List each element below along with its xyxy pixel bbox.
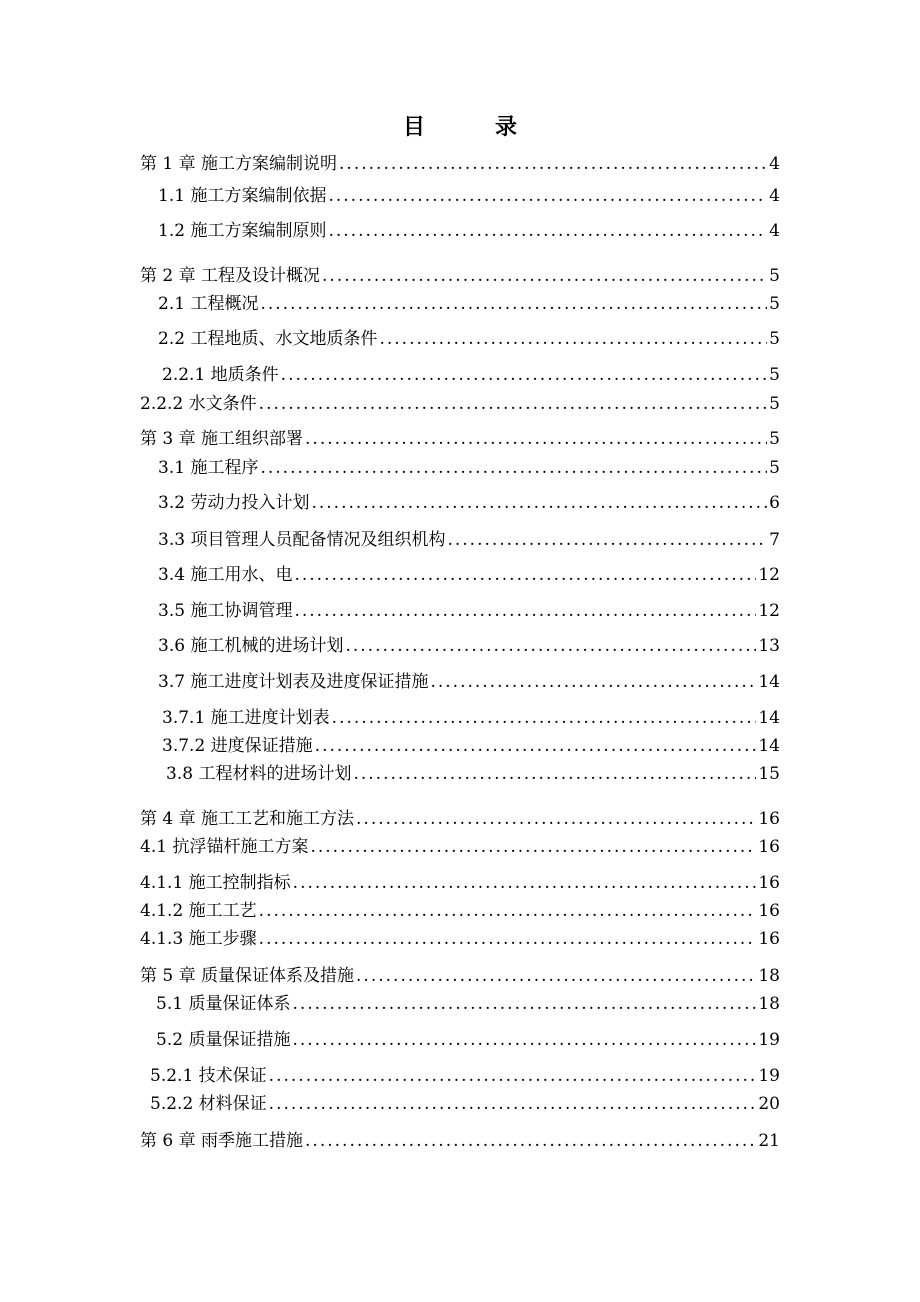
title-char-2: 录: [495, 114, 518, 140]
toc-page-number: 6: [769, 493, 780, 513]
toc-entry-text: 第 2 章 工程及设计概况: [140, 266, 321, 286]
toc-leader-dots: [292, 992, 756, 1016]
toc-entry-1-1[interactable]: [0, 184, 780, 208]
toc-page-number: 16: [758, 901, 780, 921]
toc-entry-5-2-1[interactable]: [0, 1064, 780, 1088]
toc-entry-3-1[interactable]: [0, 456, 780, 480]
toc-leader-dots: [311, 491, 767, 515]
toc-entry-chapter-6[interactable]: [0, 1129, 780, 1153]
toc-entry-4-1-3[interactable]: [0, 927, 780, 951]
toc-leader-dots: [259, 899, 757, 923]
toc-entry-3-3[interactable]: [0, 528, 780, 552]
toc-entry-3-6[interactable]: [0, 634, 780, 658]
toc-entry-text: 5.2 质量保证措施: [156, 1030, 291, 1050]
toc-page-number: 18: [758, 966, 780, 986]
toc-leader-dots: [430, 670, 756, 694]
toc-entry-5-2[interactable]: [0, 1028, 780, 1052]
toc-leader-dots: [260, 292, 767, 316]
toc-leader-dots: [328, 219, 767, 243]
toc-leader-dots: [259, 927, 757, 951]
toc-page-number: 12: [758, 565, 780, 585]
toc-entry-1-2[interactable]: [0, 219, 780, 243]
toc-entry-text: 4.1.3 施工步骤: [140, 929, 257, 949]
toc-leader-dots: [339, 152, 767, 176]
toc-entry-5-2-2[interactable]: [0, 1092, 780, 1116]
toc-entry-text: 3.1 施工程序: [158, 458, 259, 478]
toc-entry-text: 2.1 工程概况: [158, 294, 259, 314]
toc-entry-text: 4.1 抗浮锚杆施工方案: [140, 837, 309, 857]
toc-leader-dots: [356, 807, 756, 831]
toc-entry-text: 3.3 项目管理人员配备情况及组织机构: [158, 530, 446, 550]
toc-entry-text: 5.2.2 材料保证: [150, 1094, 267, 1114]
toc-leader-dots: [269, 1092, 757, 1116]
toc-title: [0, 112, 920, 142]
toc-entry-2-1[interactable]: [0, 292, 780, 316]
toc-leader-dots: [305, 1129, 756, 1153]
toc-page-number: 13: [758, 636, 780, 656]
toc-entry-text: 第 1 章 施工方案编制说明: [140, 154, 338, 174]
toc-entry-text: 3.6 施工机械的进场计划: [158, 636, 344, 656]
toc-entry-text: 4.1.2 施工工艺: [140, 901, 257, 921]
toc-leader-dots: [447, 528, 767, 552]
toc-page-number: 5: [769, 394, 780, 414]
toc-entry-2-2-2[interactable]: [0, 392, 780, 416]
toc-leader-dots: [328, 184, 767, 208]
toc-entry-text: 5.2.1 技术保证: [150, 1066, 267, 1086]
toc-entry-text: 3.5 施工协调管理: [158, 601, 293, 621]
toc-page-number: 5: [769, 458, 780, 478]
toc-entry-text: 4.1.1 施工控制指标: [140, 873, 291, 893]
toc-entry-text: 1.2 施工方案编制原则: [158, 221, 327, 241]
toc-leader-dots: [281, 363, 768, 387]
toc-page-number: 16: [758, 873, 780, 893]
toc-page-number: 18: [758, 994, 780, 1014]
toc-entry-3-8[interactable]: [0, 762, 780, 786]
toc-leader-dots: [292, 1028, 756, 1052]
toc-entry-text: 第 6 章 雨季施工措施: [140, 1131, 304, 1151]
toc-entry-text: 3.7.1 施工进度计划表: [162, 708, 330, 728]
toc-page-number: 4: [769, 186, 780, 206]
toc-leader-dots: [269, 1064, 757, 1088]
toc-leader-dots: [332, 706, 757, 730]
toc-page-number: 5: [769, 266, 780, 286]
toc-entry-text: 3.2 劳动力投入计划: [158, 493, 310, 513]
toc-entry-chapter-5[interactable]: [0, 964, 780, 988]
toc-entry-3-5[interactable]: [0, 599, 780, 623]
toc-page-number: 19: [758, 1066, 780, 1086]
toc-entry-3-7-2[interactable]: [0, 734, 780, 758]
toc-entry-2-2-1[interactable]: [0, 363, 780, 387]
toc-entry-chapter-1[interactable]: [0, 152, 780, 176]
toc-entry-text: 2.2 工程地质、水文地质条件: [158, 329, 378, 349]
toc-page-number: 14: [758, 736, 780, 756]
toc-entry-text: 3.4 施工用水、电: [158, 565, 293, 585]
toc-entry-3-4[interactable]: [0, 563, 780, 587]
toc-page-number: 21: [758, 1131, 780, 1151]
toc-leader-dots: [353, 762, 756, 786]
toc-leader-dots: [322, 264, 767, 288]
toc-entry-text: 2.2.1 地质条件: [162, 365, 279, 385]
toc-page-number: 5: [769, 294, 780, 314]
toc-entry-5-1[interactable]: [0, 992, 780, 1016]
toc-leader-dots: [259, 392, 768, 416]
toc-entry-text: 3.8 工程材料的进场计划: [166, 764, 352, 784]
toc-leader-dots: [345, 634, 756, 658]
toc-page-number: 5: [769, 429, 780, 449]
toc-leader-dots: [294, 563, 756, 587]
toc-page-number: 20: [758, 1094, 780, 1114]
toc-page-number: 4: [769, 154, 780, 174]
toc-entry-text: 第 5 章 质量保证体系及措施: [140, 966, 355, 986]
toc-entry-chapter-3[interactable]: [0, 427, 780, 451]
toc-entry-text: 第 4 章 施工工艺和施工方法: [140, 809, 355, 829]
toc-page-number: 15: [758, 764, 780, 784]
toc-page-number: 16: [758, 929, 780, 949]
toc-page-number: 7: [769, 530, 780, 550]
toc-entry-4-1-2[interactable]: [0, 899, 780, 923]
toc-page-number: 16: [758, 809, 780, 829]
toc-leader-dots: [305, 427, 767, 451]
toc-page-number: 14: [758, 708, 780, 728]
toc-page-number: 5: [769, 329, 780, 349]
toc-entry-4-1[interactable]: [0, 835, 780, 859]
toc-leader-dots: [293, 871, 757, 895]
toc-leader-dots: [356, 964, 756, 988]
toc-entry-text: 3.7.2 进度保证措施: [162, 736, 313, 756]
toc-entry-text: 1.1 施工方案编制依据: [158, 186, 327, 206]
toc-entry-chapter-2[interactable]: [0, 264, 780, 288]
toc-entry-text: 3.7 施工进度计划表及进度保证措施: [158, 672, 429, 692]
toc-page-number: 4: [769, 221, 780, 241]
toc-leader-dots: [379, 327, 767, 351]
toc-leader-dots: [315, 734, 757, 758]
toc-page-number: 12: [758, 601, 780, 621]
toc-entry-3-2[interactable]: [0, 491, 780, 515]
toc-entry-chapter-4[interactable]: [0, 807, 780, 831]
toc-page-number: 19: [758, 1030, 780, 1050]
toc-entry-text: 5.1 质量保证体系: [156, 994, 291, 1014]
toc-entry-text: 2.2.2 水文条件: [140, 394, 257, 414]
title-char-1: 目: [402, 114, 425, 140]
toc-entry-3-7-1[interactable]: [0, 706, 780, 730]
toc-page-number: 14: [758, 672, 780, 692]
toc-page-number: 16: [758, 837, 780, 857]
toc-leader-dots: [294, 599, 756, 623]
toc-page-number: 5: [769, 365, 780, 385]
toc-entry-3-7[interactable]: [0, 670, 780, 694]
toc-leader-dots: [260, 456, 767, 480]
toc-entry-2-2[interactable]: [0, 327, 780, 351]
toc-leader-dots: [310, 835, 756, 859]
toc-entry-text: 第 3 章 施工组织部署: [140, 429, 304, 449]
toc-entry-4-1-1[interactable]: [0, 871, 780, 895]
